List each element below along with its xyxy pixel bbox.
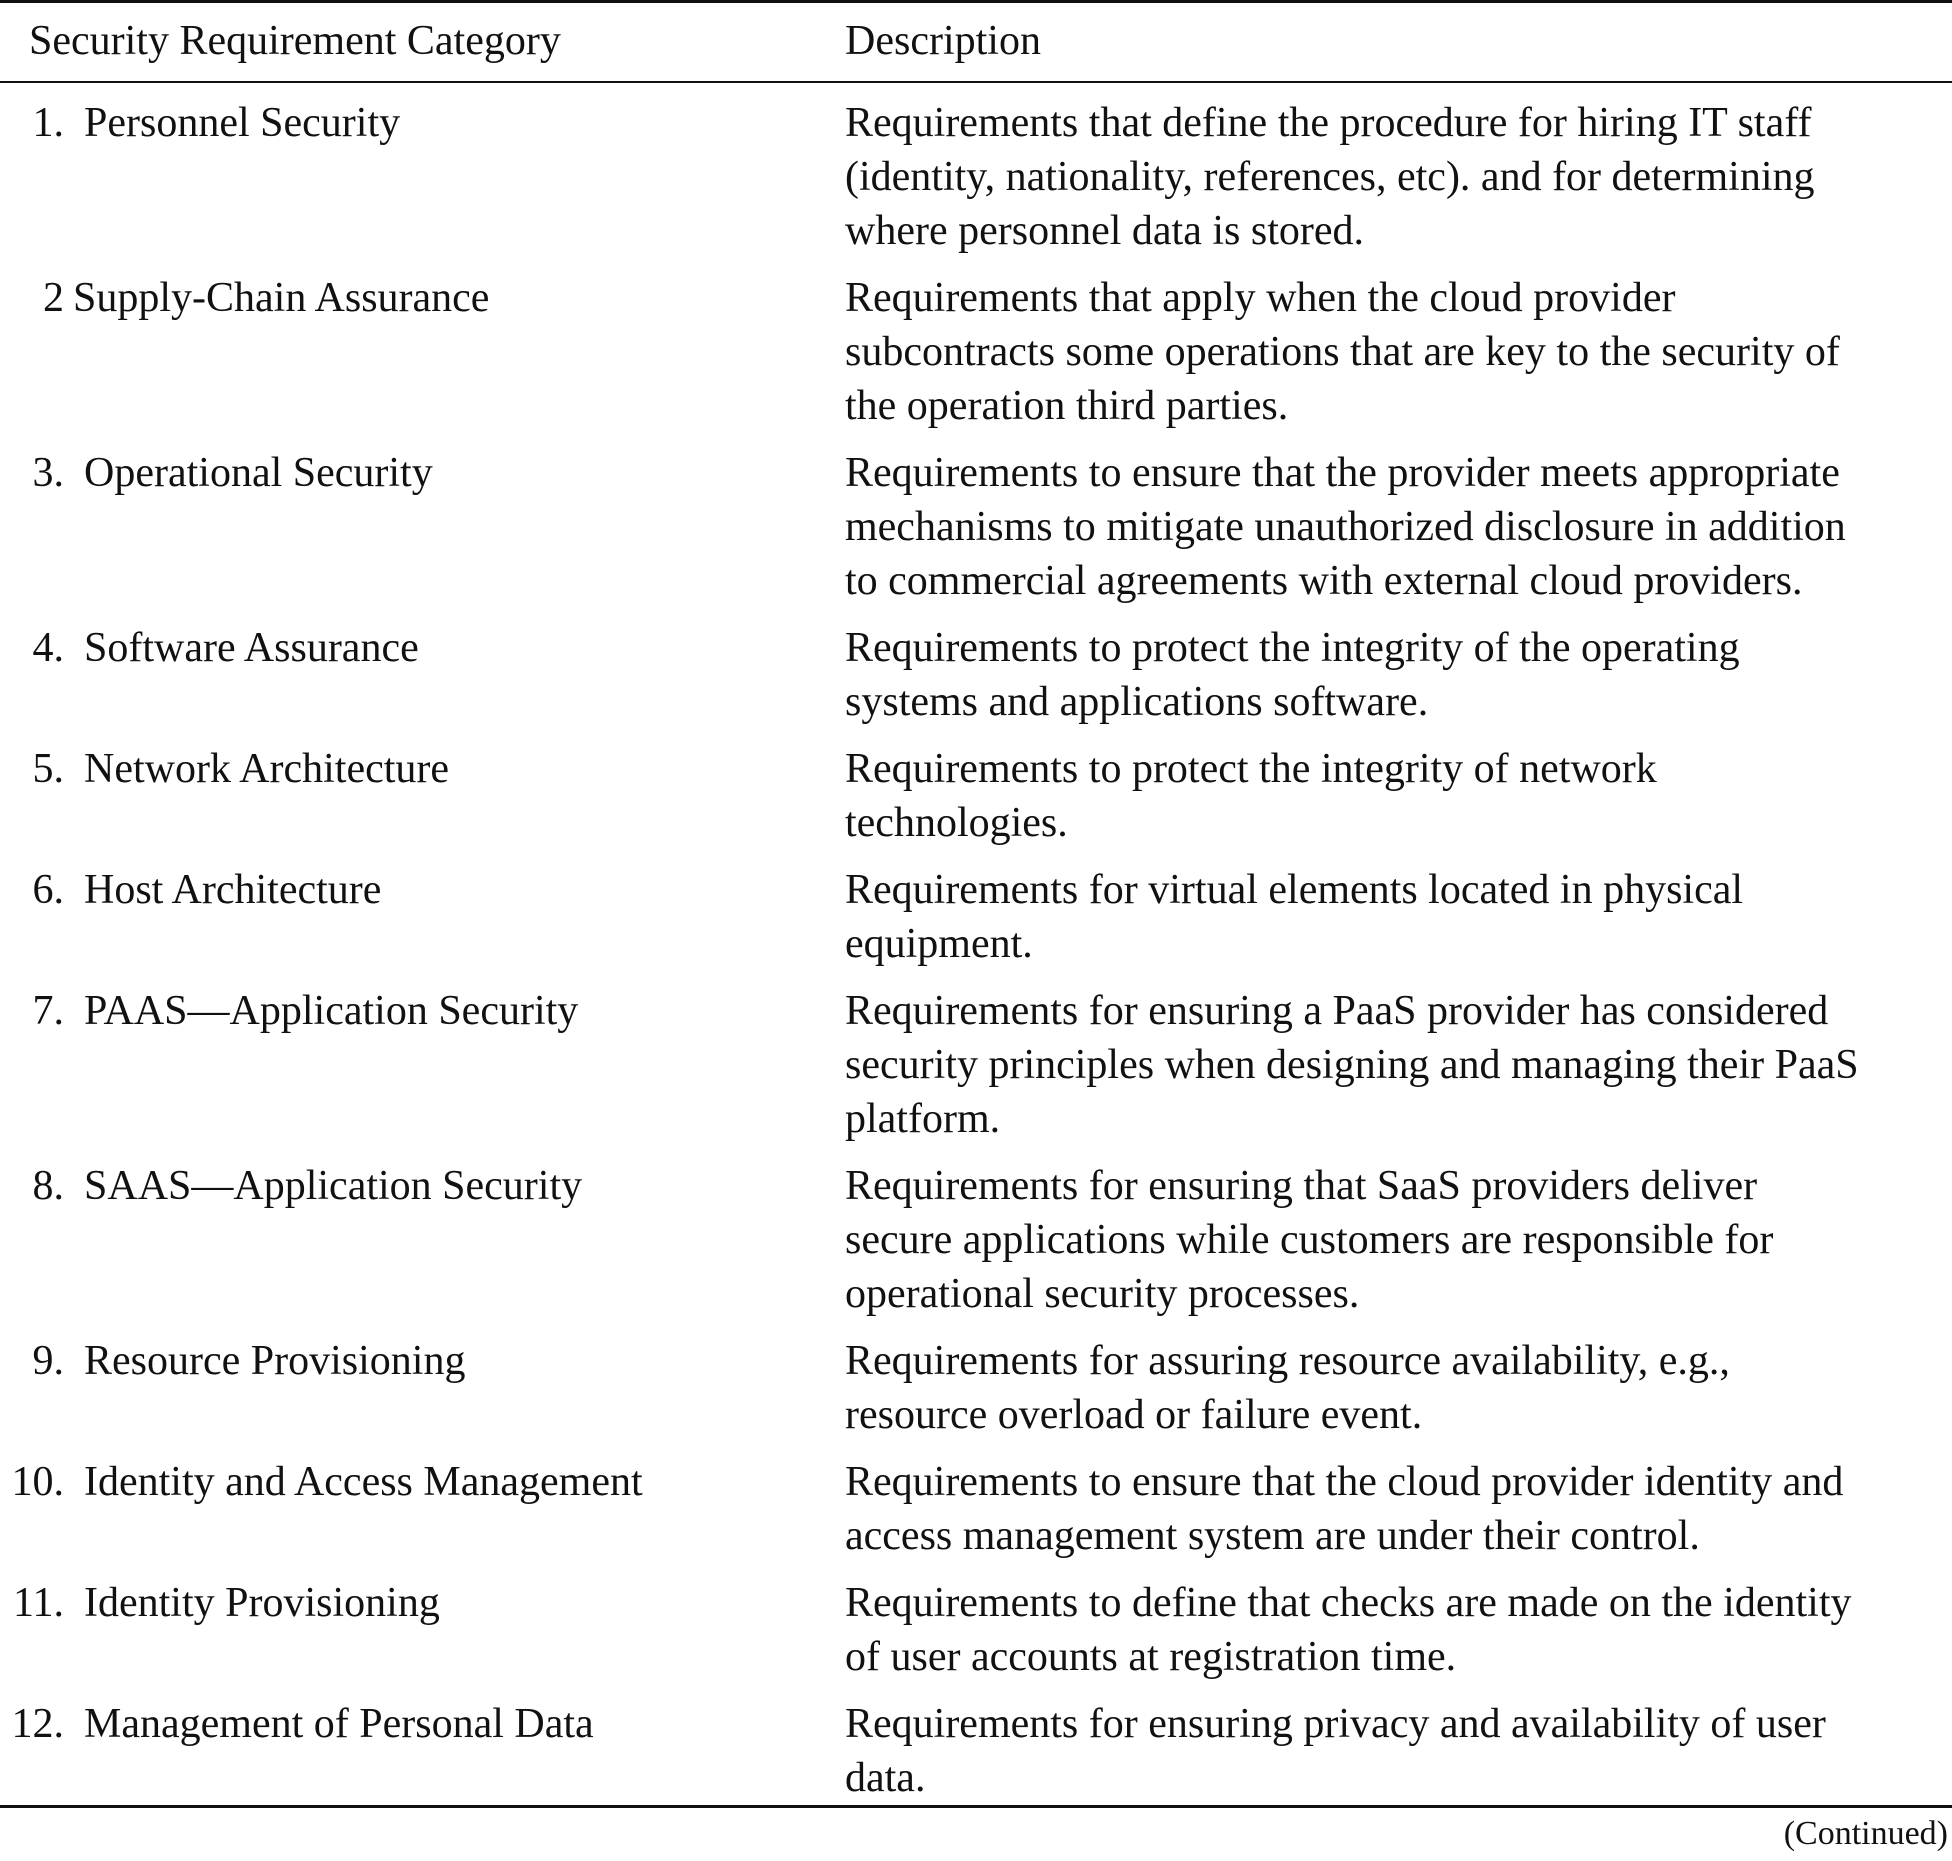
row-category: PAAS—Application Security [84,988,579,1034]
description-line: Requirements to protect the integrity of network [845,746,1657,792]
row-description [845,984,1945,1146]
row-description [845,271,1945,433]
row-description [845,621,1945,729]
description-line: mechanisms to mitigate unauthorized disclosure in addition [845,504,1846,550]
row-number: 4. [32,625,64,671]
continued-note: (Continued) [1783,1815,1948,1852]
row-description [845,96,1945,258]
table-header-rule [0,81,1952,83]
table-bottom-rule [0,1805,1952,1808]
description-line: equipment. [845,921,1033,967]
row-number: 10. [11,1459,64,1505]
description-line: Requirements for ensuring that SaaS providers deliver [845,1163,1758,1209]
description-line: the operation third parties. [845,383,1289,429]
row-category: Operational Security [84,450,433,496]
description-line: Requirements that define the procedure for hiring IT staff [845,100,1812,146]
row-category: Management of Personal Data [84,1701,594,1747]
row-number: 6. [32,867,64,913]
row-category: Personnel Security [84,100,401,146]
description-line: data. [845,1755,926,1801]
row-description [845,1576,1945,1684]
header-category: Security Requirement Category [29,18,561,64]
row-number: 8. [32,1163,64,1209]
row-description [845,1697,1945,1805]
row-category: SAAS—Application Security [84,1163,583,1209]
description-line: Requirements to define that checks are made on the identity [845,1580,1852,1626]
description-line: Requirements to ensure that the cloud provider identity and [845,1459,1844,1505]
row-number: 3. [32,450,64,496]
row-number: 11. [13,1580,64,1626]
description-line: Requirements that apply when the cloud provider [845,275,1676,321]
description-line: security principles when designing and managing their PaaS [845,1042,1859,1088]
row-number: 1. [32,100,64,146]
row-number: 5. [32,746,64,792]
row-number: 7. [32,988,64,1034]
description-line: resource overload or failure event. [845,1392,1423,1438]
row-category: Resource Provisioning [84,1338,466,1384]
description-line: Requirements for ensuring a PaaS provider has considered [845,988,1829,1034]
row-category: Identity and Access Management [84,1459,643,1505]
table-header-row [0,14,1952,74]
description-line: where personnel data is stored. [845,208,1364,254]
row-category: Network Architecture [84,746,450,792]
row-category: Supply-Chain Assurance [73,275,490,321]
description-line: of user accounts at registration time. [845,1634,1457,1680]
row-number: 2 [43,275,64,321]
row-category: Software Assurance [84,625,419,671]
row-category: Host Architecture [84,867,382,913]
description-line: Requirements for virtual elements located in physical [845,867,1744,913]
row-description [845,446,1945,608]
description-line: Requirements for ensuring privacy and availability of user [845,1701,1826,1747]
description-line: platform. [845,1096,1001,1142]
row-description [845,863,1945,971]
description-line: Requirements to ensure that the provider meets appropriate [845,450,1840,496]
description-line: subcontracts some operations that are key to the security of [845,329,1840,375]
description-line: systems and applications software. [845,679,1429,725]
row-description [845,742,1945,850]
description-line: secure applications while customers are responsible for [845,1217,1774,1263]
description-line: (identity, nationality, references, etc). and for determining [845,154,1815,200]
description-line: technologies. [845,800,1068,846]
description-line: Requirements to protect the integrity of the operating [845,625,1740,671]
description-line: access management system are under their control. [845,1513,1700,1559]
row-description [845,1455,1945,1563]
table-top-rule [0,0,1952,3]
row-description [845,1159,1945,1321]
description-line: operational security processes. [845,1271,1360,1317]
header-description: Description [845,18,1041,64]
row-description [845,1334,1945,1442]
description-line: to commercial agreements with external cloud providers. [845,558,1803,604]
row-category: Identity Provisioning [84,1580,440,1626]
description-line: Requirements for assuring resource availability, e.g., [845,1338,1730,1384]
row-number: 12. [11,1701,64,1747]
row-number: 9. [32,1338,64,1384]
